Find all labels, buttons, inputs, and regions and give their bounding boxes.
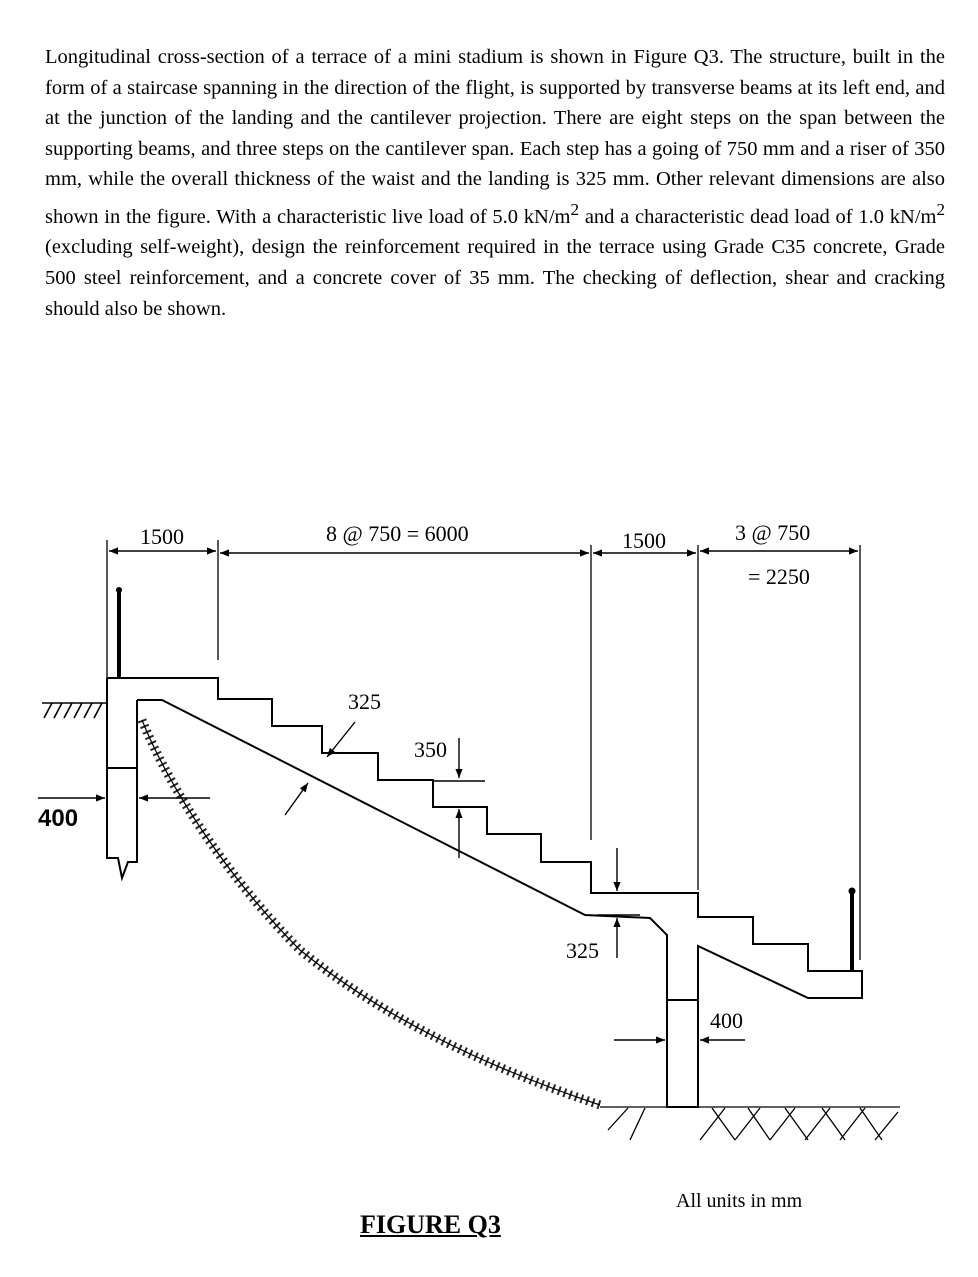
problem-text-part2: and a characteristic dead load of 1.0 kN/m [579,205,937,228]
landing-thickness-dimension [597,848,640,958]
dim-waist-thickness: 325 [348,689,381,714]
left-support-beam [107,678,137,878]
waist-thickness-arrow-top [327,722,355,757]
problem-text-part3: (excluding self-weight), design the reinforcement required in the terrace using Grade C35 concrete, Grade 500 steel reinforcement, and a concrete cover of 35 mm. The checking of deflection, shear and cracking should also be shown. [45,236,945,320]
ground-hatching-bottom [600,1107,900,1140]
terrace-structure-outline [107,678,862,1107]
figure-caption: FIGURE Q3 [360,1210,501,1239]
ground-hatching-left [42,703,108,718]
dim-riser: 350 [414,737,447,762]
extension-lines [107,540,860,960]
dim-flight: 8 @ 750 = 6000 [326,521,469,546]
dim-cantilever-line1: 3 @ 750 [735,520,811,545]
units-note: All units in mm [676,1190,803,1212]
ground-line-slope [142,720,600,1105]
dim-cantilever-line2: = 2250 [748,564,810,589]
unit-superscript-2: 2 [936,199,946,219]
dim-left-beam-width: 400 [38,805,79,832]
top-dimension-lines [109,551,858,553]
problem-text-part1: Longitudinal cross-section of a terrace of a mini stadium is shown in Figure Q3. The structure, built in the form of a staircase spanning in the direction of the flight, is supported by transverse beams at its left end, and at the junction of the landing and the cantilever projection. There are eight steps on the span between the supporting beams, and three steps on the cantilever span. Each step has a going of 750 mm and a riser of 350 mm, while the overall thickness of the waist and the landing is 325 mm. Other relevant dimensions are also shown in the figure. With a characteristic live load of 5.0 kN/m [45,46,945,228]
left-railing [116,587,122,678]
right-railing [849,888,856,972]
dim-landing-thickness: 325 [566,938,599,963]
waist-thickness-arrow-bottom [285,783,308,815]
dim-landing-left: 1500 [140,524,184,549]
unit-superscript-1: 2 [570,199,580,219]
ground-hatching-slope [142,720,600,1105]
dim-right-beam-width: 400 [710,1008,743,1033]
dim-landing-right: 1500 [622,528,666,553]
